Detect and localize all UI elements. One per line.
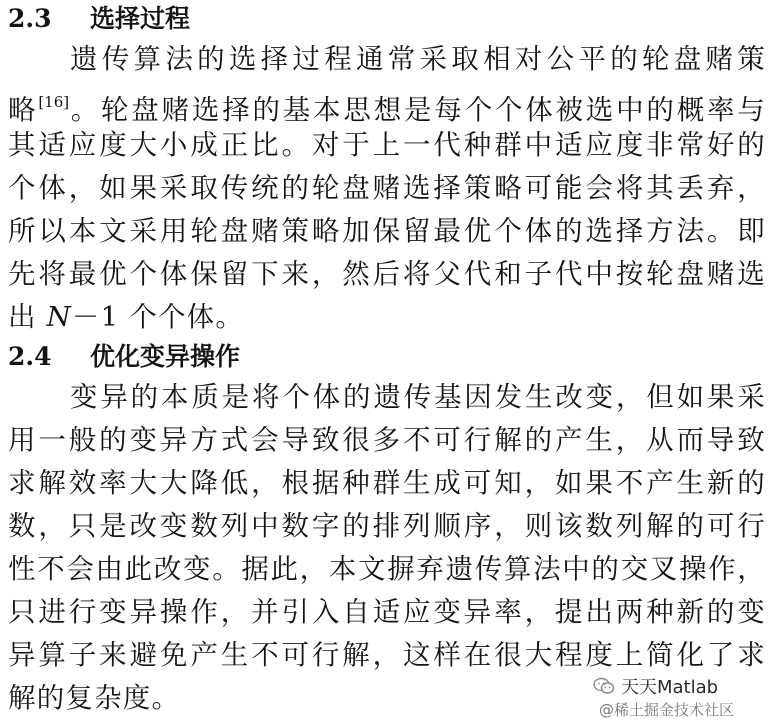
text-line: 只进行变异操作，并引入自适应变异率，提出两种新的变 xyxy=(8,596,766,628)
text-line: 遗传算法的选择过程通常采取相对公平的轮盘赌策 xyxy=(70,43,766,75)
watermark-site: @稀土掘金技术社区 xyxy=(599,701,735,719)
text-line: 所以本文采用轮盘赌策略加保留最优个体的选择方法。即 xyxy=(8,215,766,247)
text-line: 先将最优个体保留下来，然后将父代和子代中按轮盘赌选 xyxy=(8,258,766,290)
section-number: 2.4 xyxy=(8,342,52,371)
text-line: 用一般的变异方式会导致很多不可行解的产生，从而导致 xyxy=(8,424,766,456)
math-variable: N xyxy=(46,301,72,333)
text-run: 出 xyxy=(8,301,47,333)
section-title: 选择过程 xyxy=(90,4,191,33)
watermark xyxy=(593,673,763,721)
text-line: 个体，如果采取传统的轮盘赌选择策略可能会将其丢弃， xyxy=(8,172,766,204)
text-run: 略 xyxy=(8,94,39,124)
text-line: 性不会由此改变。据此，本文摒弃遗传算法中的交叉操作， xyxy=(8,553,766,585)
citation-ref: [16] xyxy=(38,93,70,111)
text-line xyxy=(8,81,766,124)
section-heading-2-3 xyxy=(8,2,190,36)
text-run: －1 个个体。 xyxy=(71,301,245,333)
text-line: 异算子来避免产生不可行解，这样在很大程度上简化了求 xyxy=(8,639,766,671)
text-line: 解的复杂度。 xyxy=(8,682,181,714)
watermark-account: 天天Matlab xyxy=(621,677,719,698)
section-title: 优化变异操作 xyxy=(90,342,241,371)
text-line: 变异的本质是将个体的遗传基因发生改变，但如果采 xyxy=(70,381,766,413)
text-run: 。轮盘赌选择的基本思想是每个个体被选中的概率与 xyxy=(69,94,766,124)
text-line: 数，只是改变数列中数字的排列顺序，则该数列解的可行 xyxy=(8,510,766,542)
text-line: 其适应度大小成正比。对于上一代种群中适应度非常好的 xyxy=(8,129,766,161)
paragraph-mutation-operation xyxy=(8,376,766,720)
section-heading-2-4 xyxy=(8,340,240,374)
section-number: 2.3 xyxy=(8,4,52,33)
wechat-icon xyxy=(593,677,615,695)
text-line xyxy=(8,296,766,339)
text-line: 求解效率大大降低，根据种群生成可知，如果不产生新的 xyxy=(8,467,766,499)
paragraph-selection-process xyxy=(8,38,766,339)
